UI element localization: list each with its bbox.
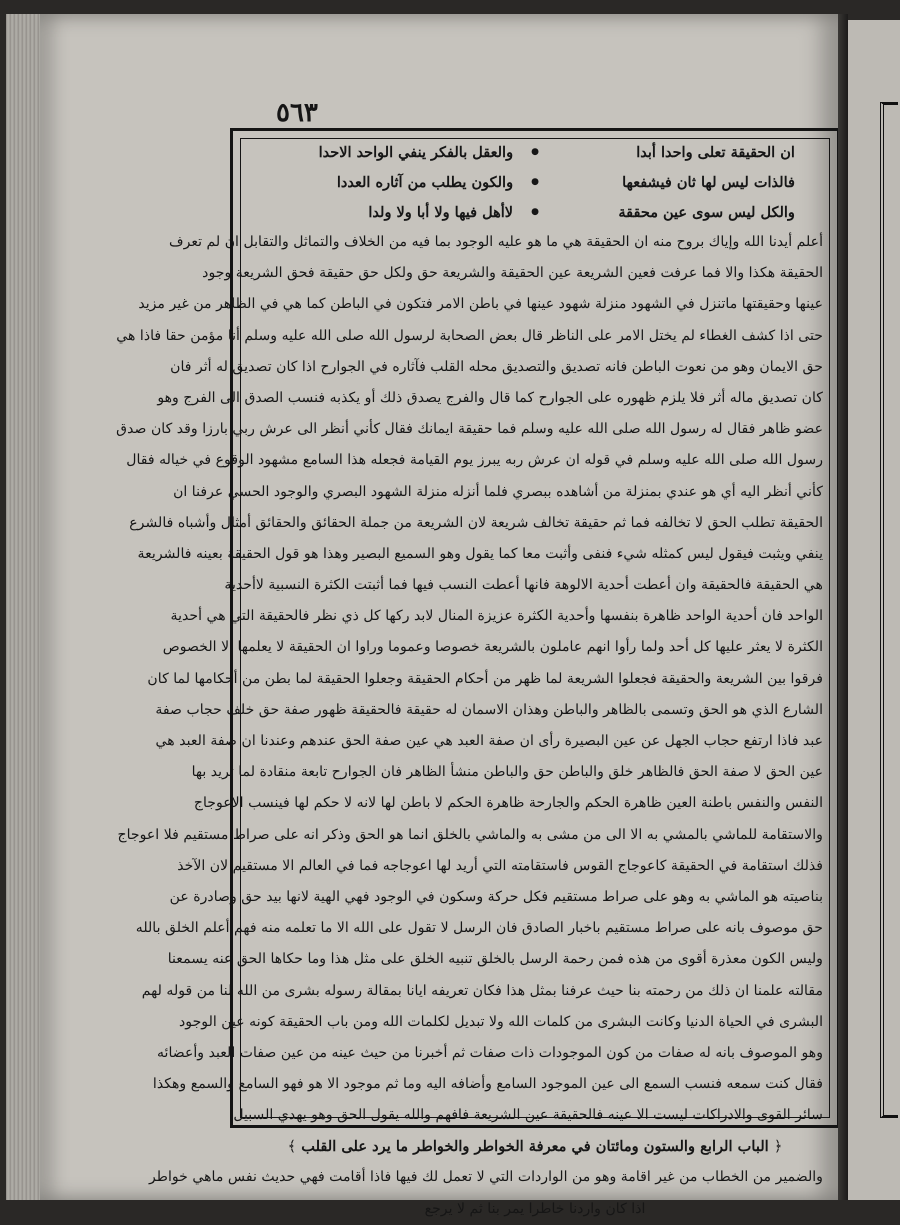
text-line: أعلم أيدنا الله وإياك بروح منه ان الحقيقة هي ما هو عليه الوجود بما فيه من الخلاف والتماثل والتقابل ان لم تعرف	[168, 234, 823, 250]
text-line: الحقيقة هكذا والا فما عرفت فعين الشريعة عين الحقيقة والشريعة حق ولكل حق حقيقة فحق الشريعة وجود	[202, 265, 823, 282]
text-line: الحقيقة تطلب الحق لا تخالفه فما ثم حقيقة تخالف شريعة لان الشريعة من جملة الحقائق والحقائق أمثال وأشباه فالشرع	[129, 514, 823, 531]
text-line: الواحد فان أحدية الواحد ظاهرة بنفسها وأحدية الكثرة عزيزة المنال لابد ركها كل ذي نظر فالحقيقة التي هي أحدية	[170, 608, 823, 625]
text-line: والضمير من الخطاب من غير اقامة وهو من الواردات التي لا تعمل لك فيها فاذا أقامت فهي حديث نفس ماهي خواطر	[148, 1169, 823, 1186]
page-edge-stack	[6, 14, 40, 1200]
page-number: ٥٦٣	[276, 98, 318, 128]
text-line: فذلك استقامة في الحقيقة كاعوجاج القوس فاستقامته التي أريد لها اعوجاجه فما في العالم الا مستقيم لان الآخذ	[177, 857, 823, 874]
text-line: الشارع الذي هو الحق وتسمى بالظاهر والباطن وهذان الاسمان له حقيقة فالحقيقة ظهور صفة حق خلف حجاب صفة	[155, 701, 823, 718]
text-line: كأني أنظر اليه أي هو عندي بمنزلة من أشاهده ببصري فلما أنزله منزلة الشهود البصري والوجود الحسي عرفنا ان	[173, 483, 823, 500]
verse-first-hemistich: فالذات ليس لها ثان فيشفعها	[622, 173, 795, 191]
poem-verse	[247, 197, 823, 227]
verse-second-hemistich: والعقل بالفكر ينفي الواحد الاحدا	[318, 143, 514, 161]
text-line: البشرى في الحياة الدنيا وكانت البشرى من كلمات الله ولا تبديل لكلمات الله ومن باب الحقيقة كونه عين الوجود	[179, 1013, 823, 1030]
ornament-left-icon: ﴾	[287, 1138, 297, 1156]
poem-verse	[247, 167, 823, 197]
verse-first-hemistich: والكل ليس سوى عين محققة	[618, 203, 795, 221]
book-page	[40, 14, 840, 1217]
text-line: فقال كنت سمعه فنسب السمع الى عين الموجود السامع وأضافه اليه وما ثم موجود الا هو فهو السامع والسمع وهكذا	[152, 1076, 823, 1093]
text-line: عينها وحقيقتها ماتنزل في الشهود منزلة شهود عينها في باطن الامر فتكون في الباطن كما هي في الظاهر من غير مزيد	[138, 296, 823, 313]
text-line: حتى اذا كشف الغطاء لم يختل الامر على الناظر قال بعض الصحابة لرسول الله صلى الله عليه وسلم أنا مؤمن حقا فاذا هي	[116, 327, 823, 344]
text-line: الكثرة لا يعثر عليها كل أحد ولما رأوا انهم عاملون بالشريعة خصوصا وعموما وراوا ان الحقيقة لا يعلمها الا الخصوص	[162, 639, 823, 656]
text-line: حق الايمان وهو من نعوت الباطن فانه تصديق والتصديق محله القلب فآثاره في الجوارح اذا كان تصديق له أثر فان	[170, 358, 823, 375]
verse-second-hemistich: والكون يطلب من آثاره العددا	[336, 173, 514, 191]
facing-page-edge	[848, 20, 900, 1200]
text-line: عين الحق لا صفة الحق فالظاهر خلق والباطن حق والباطن منشأ الظاهر فان الجوارح تابعة منقادة لما تريد بها	[191, 764, 823, 781]
text-frame	[116, 128, 840, 1217]
text-line: عبد فاذا ارتفع حجاب الجهل عن عين البصيرة رأى ان صفة العبد هي عين صفة الحق عندهم وعندنا ان صفة العبد هي	[155, 733, 823, 749]
text-line: كان تصديق ماله أثر فلا يلزم ظهوره على الجوارح كما قال والفرج يصدق ذلك أو يكذبه فنسب الصدق الى الفرج وهو	[157, 389, 823, 406]
facing-page-frame	[880, 102, 898, 1118]
text-line: هي الحقيقة فالحقيقة وان أعطت أحدية الالوهة فانها أعطت النسب فيها فما أثبتت الكثرة النسبية لاأحدية	[224, 577, 823, 594]
poem-verse	[247, 137, 823, 167]
text-block	[116, 137, 823, 1225]
text-line: رسول الله صلى الله عليه وسلم في قوله ان عرش ربه يبرز يوم القيامة فجعله هذا السامع مشهود الوقوع في خياله فقال	[126, 452, 823, 469]
text-line: حق موصوف بانه على صراط مستقيم باخبار الصادق فان الرسل لا تقول على الله الا ما تعلمه منه فهم أعلم الخلق بالله	[135, 920, 823, 937]
verse-separator-icon: ●	[531, 147, 539, 157]
chapter-heading	[247, 1131, 823, 1162]
text-line: النفس والنفس باطنة العين ظاهرة الحكم والجارحة ظاهرة الحكم لا باطن لها لانه لا حكم لها فينسب الاعوجاج	[193, 795, 823, 812]
verse-separator-icon: ●	[531, 207, 539, 217]
chapter-heading-text: الباب الرابع والستون ومائتان في معرفة الخواطر والخواطر ما يرد على القلب	[301, 1138, 769, 1156]
text-line: مقالته علمنا ان ذلك من رحمته بنا حيث عرفنا بمثل هذا فكان تعريفه ايانا بمقالة رسوله بشرى من الله لنا من قوله لهم	[141, 982, 823, 999]
text-line: اذا كان واردنا خاطرا يمر بنا ثم لا يرجع	[424, 1200, 646, 1217]
text-line: وليس الكون معذرة أقوى من هذه فمن رحمة الرسل بالخلق تنبيه الخلق على مثل هذا وما حكاها الحق عنه يسمعنا	[167, 951, 823, 968]
verse-first-hemistich: ان الحقيقة تعلى واحدا أبدا	[636, 143, 795, 161]
verse-separator-icon: ●	[531, 177, 539, 187]
text-line: وهو الموصوف بانه له صفات من كون الموجودات ذات صفات ثم أخبرنا من حيث عينه من عين صفات العبد وأعضائه	[156, 1044, 823, 1061]
text-line: ينفي ويثبت فيقول ليس كمثله شيء فنفى وأثبت معا كما يقول وهو السميع البصير وهذا هو قول الحقيقة بعينه فالشريعة	[137, 545, 823, 562]
book-gutter	[838, 14, 848, 1200]
text-line: والاستقامة للماشي بالمشي به الا الى من مشى به والماشي بالخلق انما هو الحق وذكر انه على صراط مستقيم فلا اعوجاج	[117, 826, 823, 843]
ornament-right-icon: ﴿	[773, 1138, 783, 1156]
text-line: فرقوا بين الشريعة والحقيقة فجعلوا الشريعة لما ظهر من أحكام الحقيقة وجعلوا الحقيقة لما بطن من أحكامها لما كان	[147, 670, 823, 687]
text-line: بناصيته هو الماشي به وهو على صراط مستقيم فكل حركة وسكون في الوجود فهي الهية لانها بيد حق وصادرة عن	[169, 888, 823, 905]
text-line: عضو ظاهر فقال له رسول الله صلى الله عليه وسلم فما حقيقة ايمانك فقال كأني أنظر الى عرش ربي بارزا وقد كان صدق	[116, 421, 823, 438]
text-line: سائر القوى والادراكات ليست الا عينه فالحقيقة عين الشريعة فافهم والله يقول الحق وهو يهدي السبيل	[233, 1107, 823, 1124]
verse-second-hemistich: لاأهل فيها ولا أبا ولا ولدا	[368, 203, 514, 221]
